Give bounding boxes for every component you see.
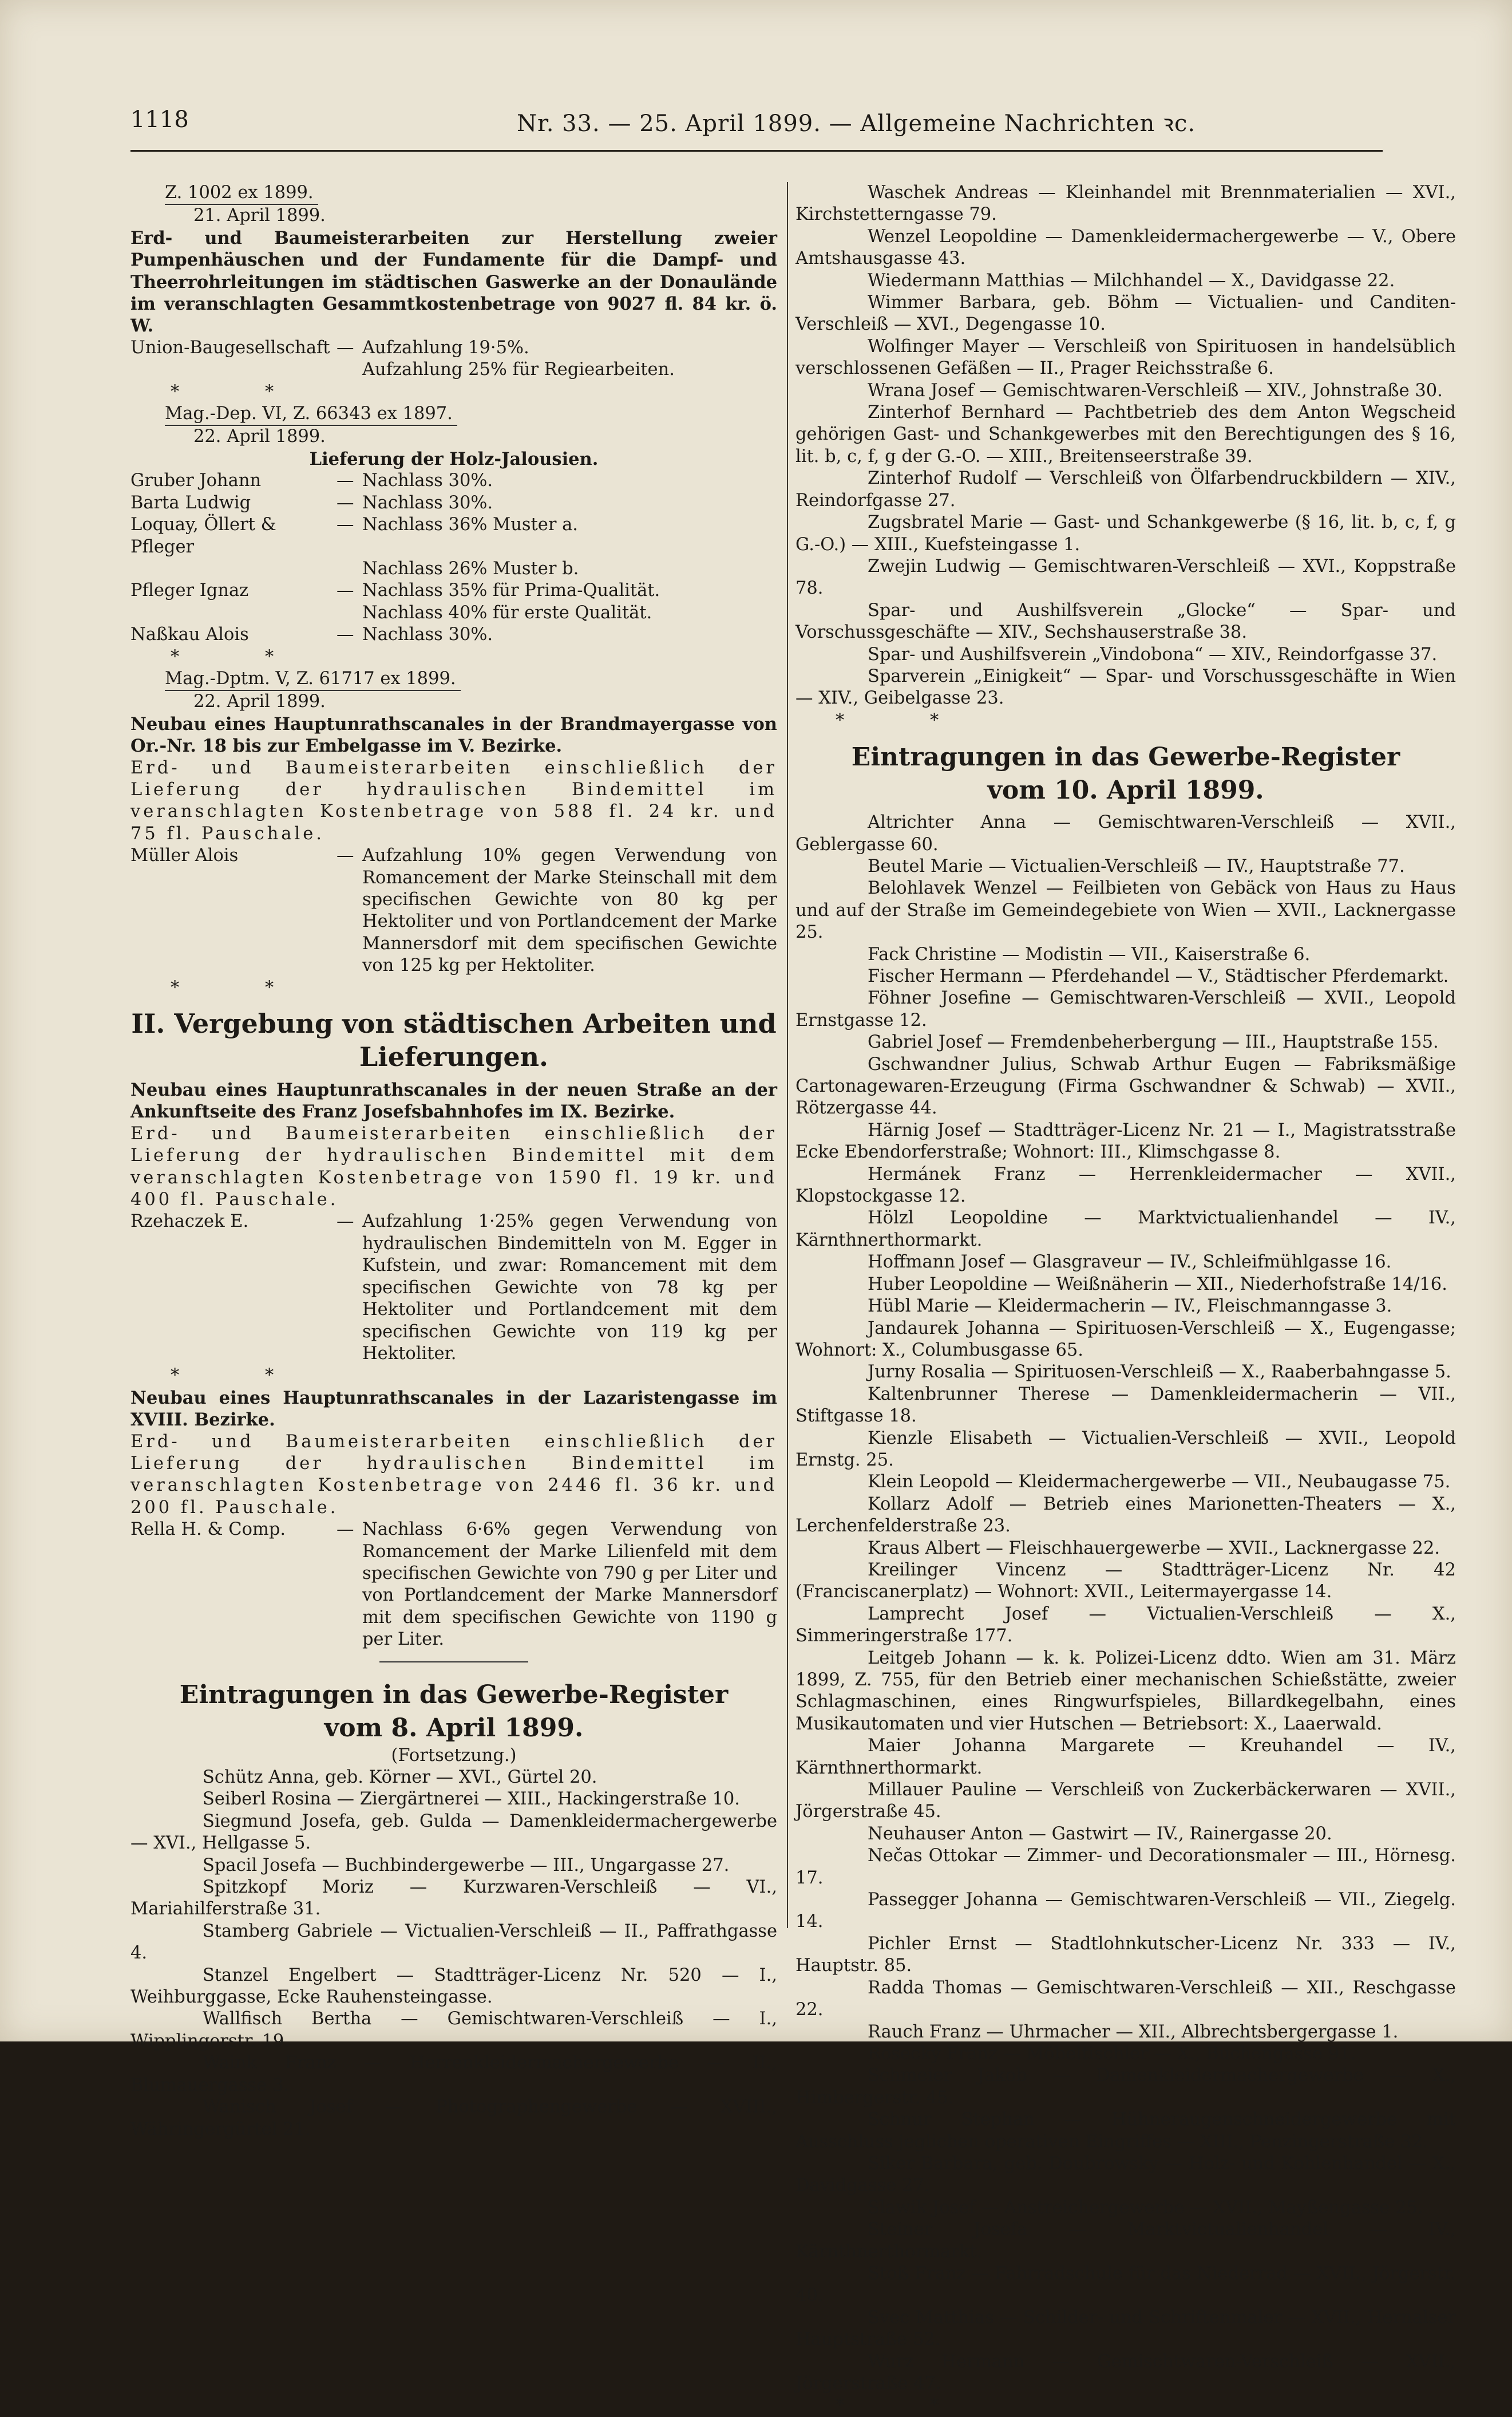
register-entry: Beutel Marie — Victualien-Verschleiß — IV., Hauptstraße 77. <box>868 856 1405 876</box>
column-divider <box>787 182 788 1928</box>
bidder-name: Barta Ludwig <box>130 492 251 513</box>
register-entry: Rosecky Franz — Möbeltischler — X., Buchengasse 91. <box>868 2043 1356 2064</box>
register-entry: Millauer Pauline — Verschleiß von Zuckerbäckerwaren — XVII., Jörgerstraße 45. <box>795 1780 1456 1822</box>
register-entry: Föhner Josefine — Gemischtwaren-Verschleiß — XVII., Leopold Ernstgasse 12. <box>795 988 1456 1030</box>
register-entry: Wurz Hermann — Gemischtwaren-Verschleiß — XVII., Jörgerstraße 47. <box>795 2351 1456 2394</box>
award-scope: Erd- und Baumeisterarbeiten einschließlich der Lieferung der hydraulischen Bindemittel im veranschlagten Kostenbetrage von 2446 fl. 36 kr. und 200 fl. Pauschale. <box>130 1431 777 1518</box>
section-separator: * * <box>836 710 979 730</box>
register-title-line: Eintragungen in das Gewerbe-Register <box>179 1680 729 1709</box>
left-column <box>130 182 777 2140</box>
register-entry: Spar- und Aushilfsverein „Glocke“ — Spar- und Vorschussgeschäfte — XIV., Sechshauserstraße 38. <box>795 600 1456 643</box>
register-entry: Kraus Albert — Fleischhauergewerbe — XVII., Lacknergasse 22. <box>868 1538 1440 1558</box>
tender-reference: Z. 1002 ex 1899. <box>165 182 318 205</box>
tender-scope: Erd- und Baumeisterarbeiten einschließlich der Lieferung der hydraulischen Bindemittel im veranschlagten Kostenbetrage von 588 fl. 24 kr. und 75 fl. Pauschale. <box>130 757 777 844</box>
register-entry: Radda Thomas — Gemischtwaren-Verschleiß — XII., Reschgasse 22. <box>795 1977 1456 2020</box>
register-entry: Siker Barbara, geb. Doubrowsky — Holz- und Kohlenhandel — X., Davidgasse 27. <box>795 2153 1456 2196</box>
register-entry: Stamberg Gabriele — Victualien-Verschleiß — II., Paffrathgasse 4. <box>130 1921 777 1964</box>
section-separator: * * <box>171 1365 314 1386</box>
register-entry: Pichler Ernst — Stadtlohnkutscher-Licenz Nr. 333 — IV., Hauptstr. 85. <box>795 1933 1456 1976</box>
register-entry: Lamprecht Josef — Victualien-Verschleiß — X., Simmeringerstraße 177. <box>795 1604 1456 1646</box>
register-entry: Spitzkopf Moriz — Kurzwaren-Verschleiß — VI., Mariahilferstraße 31. <box>130 1877 777 1920</box>
register-entry: Härnig Josef — Stadtträger-Licenz Nr. 21 — I., Magistratsstraße Ecke Ebendorferstraße; Wohnort: III., Klimschgasse 8. <box>795 1120 1456 1163</box>
dash: — <box>337 337 354 358</box>
section-title-line: Lieferungen. <box>359 1041 549 1073</box>
register-entry: Svec Matthias — Schilder- und Schriftenmaler — XVII., Hernalser Hauptstraße 52. <box>795 2307 1456 2350</box>
register-entry: Wrana Josef — Gemischtwaren-Verschleiß — XIV., Johnstraße 30. <box>868 380 1443 401</box>
bid-row <box>130 845 777 977</box>
register-entry: Wallfisch Bertha — Gemischtwaren-Verschleiß — I., Wipplingerstr. 19. <box>130 2009 777 2051</box>
register-entry: Schmeier Jakob — Damenkleidermachergewerbe — X., Himbergerstr. 45. <box>795 2065 1456 2108</box>
register-title-line: vom 8. April 1899. <box>324 1713 584 1743</box>
section-title-line: II. Vergebung von städtischen Arbeiten und <box>131 1008 777 1040</box>
dash: — <box>337 580 354 601</box>
bid-row <box>130 492 777 514</box>
award-scope: Erd- und Baumeisterarbeiten einschließlich der Lieferung der hydraulischen Bindemittel mit dem veranschlagten Kostenbetrage von 1590 fl. 19 kr. und 400 fl. Pauschale. <box>130 1123 777 1210</box>
contractor-name: Rella H. & Comp. <box>130 1519 286 1540</box>
register-entry: Stoß Franz — Fahrradschule für das Niederrad — XVII., Jörgerstr. 40. <box>795 2263 1456 2306</box>
bidder-name: Müller Alois <box>130 846 239 866</box>
section-separator: * * <box>171 646 314 667</box>
register-entry: Wanisch Josef — Photographengewerbe — XVIII., Währingergürtel 21. <box>130 2097 777 2139</box>
bid-text: Aufzahlung 25% für Regiearbeiten. <box>362 360 675 380</box>
register-entry: Schütz Anna, geb. Körner — XVI., Gürtel 20. <box>203 1767 597 1787</box>
register-entry: Leitgeb Johann — k. k. Polizei-Licenz ddto. Wien am 31. März 1899, Z. 755, für den Betrieb einer mechanischen Schießstätte, zweier Schlagmaschinen, eines Ringwurfspieles, Billardkegelbahn, eines Musikautomaten und vier Hutschen — Betriebsort: X., Laaerwald. <box>795 1648 1456 1734</box>
bidder-name: Naßkau Alois <box>130 625 249 645</box>
register-entry: Wiedermann Matthias — Milchhandel — X., Davidgasse 22. <box>868 270 1395 291</box>
dash: — <box>337 515 354 535</box>
bid-row <box>130 470 777 492</box>
register-entry: Zinterhof Rudolf — Verschleiß von Ölfarbendruckbildern — XIV., Reindorfgasse 27. <box>795 468 1456 511</box>
issue-title: Nr. 33. — 25. April 1899. — Allgemeine Nachrichten ꝛc. <box>517 110 1196 137</box>
register-entry: Wenzel Leopoldine — Damenkleidermachergewerbe — V., Obere Amtshausgasse 43. <box>795 226 1456 269</box>
tender-heading: Neubau eines Hauptunrathscanales in der Brandmayergasse von Or.-Nr. 18 bis zur Embelgasse im V. Bezirke. <box>130 713 777 757</box>
register-entry: Fischer Hermann — Pferdehandel — V., Städtischer Pferdemarkt. <box>868 966 1449 986</box>
tender-date: 22. April 1899. <box>193 426 326 447</box>
bid-row <box>130 359 777 381</box>
bid-row <box>130 1519 777 1650</box>
register-entry: Spar- und Aushilfsverein „Vindobona“ — XIV., Reindorfgasse 37. <box>868 644 1438 665</box>
dash: — <box>337 471 354 491</box>
register-entry: Belohlavek Wenzel — Feilbieten von Gebäck von Haus zu Haus und auf der Straße im Gemeindegebiete von Wien — XVII., Lacknergasse 25. <box>795 878 1456 943</box>
register-entry: Kreilinger Vincenz — Stadtträger-Licenz Nr. 42 (Franciscanerplatz) — Wohnort: XVII., Leitermayergasse 14. <box>795 1559 1456 1602</box>
register-entry: Hübl Marie — Kleidermacherin — IV., Fleischmanngasse 3. <box>868 1296 1392 1317</box>
register-entry: Sparverein „Einigkeit“ — Spar- und Vorschussgeschäfte in Wien — XIV., Geibelgasse 23. <box>795 666 1456 709</box>
dash: — <box>337 625 354 645</box>
bid-row <box>130 558 777 580</box>
register-title <box>795 741 1456 807</box>
bid-row <box>130 624 777 646</box>
register-entry: Spacil Josefa — Buchbindergewerbe — III., Ungargasse 27. <box>203 1855 730 1875</box>
register-entry: Zinterhof Bernhard — Pachtbetrieb des dem Anton Wegscheid gehörigen Gast- und Schankgewerbes mit den Berechtigungen des § 16, lit. b, c, f, g der G.-O. — XIII., Breitenseerstraße 39. <box>795 402 1456 467</box>
header-rule <box>130 150 1383 152</box>
register-entry: Schnur Stephan — Hühneraugenschneidergewerbe mit Ausschluss jeglichen operativen Eingriffes — XIII., Penzingerstraße 32. <box>795 2110 1456 2152</box>
bid-text: Nachlass 35% für Prima-Qualität. <box>362 580 660 601</box>
bid-text: Nachlass 30%. <box>362 625 493 645</box>
register-entry: Slawik Josef — Anstreichergewerbe — XVII., Mayßengasse 25. <box>868 2197 1423 2218</box>
register-title-line: Eintragungen in das Gewerbe-Register <box>851 743 1400 772</box>
award-heading: Neubau eines Hauptunrathscanales in der Lazaristengasse im XVIII. Bezirke. <box>130 1387 777 1431</box>
bid-row <box>130 602 777 624</box>
bidder-name: Union-Baugesellschaft <box>130 337 330 358</box>
register-entry: Jandaurek Johanna — Spirituosen-Verschleiß — X., Eugengasse; Wohnort: X., Columbusgasse 65. <box>795 1318 1456 1360</box>
register-entry: Wolfinger Mayer — Verschleiß von Spirituosen in handelsüblich verschlossenen Gefäßen — II., Prager Reichsstraße 6. <box>795 336 1456 379</box>
register-entry: Steiner Josefa — Marktvictualienhandel — IV., Kärnthnerthormarkt. <box>795 2219 1456 2262</box>
register-entry: Kollarz Adolf — Betrieb eines Marionetten-Theaters — X., Lerchenfelderstraße 23. <box>795 1494 1456 1537</box>
dash: — <box>337 492 354 513</box>
bid-text: Aufzahlung 10% gegen Verwendung von Romancement der Marke Steinschall mit dem specifischen Gewichte von 80 kg per Hektoliter und von Portlandcement der Marke Mannersdorf mit dem specifischen Gewichte von 125 kg per Hektoliter. <box>362 846 777 976</box>
register-entry: Gabriel Josef — Fremdenbeherbergung — III., Hauptstraße 155. <box>868 1032 1439 1053</box>
register-entry: Kaltenbrunner Therese — Damenkleidermacherin — VII., Stiftgasse 18. <box>795 1384 1456 1427</box>
dash: — <box>337 846 354 866</box>
tender-heading: Lieferung der Holz-Jalousien. <box>309 448 599 469</box>
register-entry: Fack Christine — Modistin — VII., Kaiserstraße 6. <box>868 944 1311 965</box>
bidder-name: Loquay, Öllert & Pfleger <box>130 515 276 557</box>
tender-date: 21. April 1899. <box>193 206 326 226</box>
register-title <box>130 1679 777 1745</box>
bid-text: Nachlass 6·6% gegen Verwendung von Romancement der Marke Lilienfeld mit dem specifischen Gewichte von 790 g per Liter und von Portlandcement der Marke Mannersdorf mit dem specifischen Gewichte von 1190 g per Liter. <box>362 1519 777 1650</box>
bidder-name: Pfleger Ignaz <box>130 580 249 601</box>
page-number: 1118 <box>130 106 189 133</box>
register-entry: Waschek Andreas — Kleinhandel mit Brennmaterialien — XVI., Kirchstetterngasse 79. <box>795 183 1456 225</box>
register-entry: Zugsbratel Marie — Gast- und Schankgewerbe (§ 16, lit. b, c, f, g G.-O.) — XIII., Kuefsteingasse 1. <box>795 512 1456 555</box>
section-separator: * * <box>171 977 314 998</box>
register-entry: Hölzl Leopoldine — Marktvictualienhandel — IV., Kärnthnerthormarkt. <box>795 1208 1456 1250</box>
register-entry: Maier Johanna Margarete — Kreuhandel — IV., Kärnthnerthormarkt. <box>795 1736 1456 1778</box>
register-entry: Kienzle Elisabeth — Victualien-Verschleiß — XVII., Leopold Ernstg. 25. <box>795 1428 1456 1470</box>
register-entry: Nečas Ottokar — Zimmer- und Decorationsmaler — III., Hörnesg. 17. <box>795 1846 1456 1888</box>
register-entry: Neuhauser Anton — Gastwirt — IV., Rainergasse 20. <box>868 1823 1332 1844</box>
continuation-note: (Fortsetzung.) <box>391 1745 517 1766</box>
section-separator: * * <box>836 2395 979 2416</box>
register-title-line: vom 10. April 1899. <box>987 776 1264 805</box>
register-entry: Waink Franz — Herrenkleidermachergewerbe — II., Blumauergasse 3. <box>130 2053 777 2095</box>
page-header <box>130 106 1383 139</box>
bid-text: Aufzahlung 1·25% gegen Verwendung von hydraulischen Bindemitteln von M. Egger in Kufstein, und zwar: Romancement mit dem specifischen Gewichte von 78 kg per Hektoliter und Portlandcement mit dem specifischen Gewichte von 119 kg per Hektoliter. <box>362 1211 777 1364</box>
section-separator: * * <box>171 381 314 402</box>
tender-reference: Mag.-Dep. VI, Z. 66343 ex 1897. <box>165 403 457 426</box>
register-entry: Jurny Rosalia — Spirituosen-Verschleiß — X., Raaberbahngasse 5. <box>868 1362 1451 1383</box>
dash: — <box>337 1519 354 1540</box>
register-entry: Altrichter Anna — Gemischtwaren-Verschleiß — XVII., Geblergasse 60. <box>795 812 1456 855</box>
tender-reference: Mag.-Dptm. V, Z. 61717 ex 1899. <box>165 668 461 691</box>
register-entry: Passegger Johanna — Gemischtwaren-Verschleiß — VII., Ziegelg. 14. <box>795 1890 1456 1932</box>
bid-text: Nachlass 40% für erste Qualität. <box>362 602 652 623</box>
right-column <box>795 182 1456 2417</box>
register-entry: Hermánek Franz — Herrenkleidermacher — XVII., Klopstockgasse 12. <box>795 1164 1456 1207</box>
bid-row <box>130 580 777 602</box>
section-title <box>130 1007 777 1073</box>
register-entry: Seiberl Rosina — Ziergärtnerei — XIII., Hackingerstraße 10. <box>203 1789 740 1810</box>
bid-text: Aufzahlung 19·5%. <box>362 337 529 358</box>
bid-text: Nachlass 30%. <box>362 471 493 491</box>
bid-text: Nachlass 36% Muster a. <box>362 515 579 535</box>
bid-text: Nachlass 26% Muster b. <box>362 558 579 579</box>
tender-heading: Erd- und Baumeisterarbeiten zur Herstellung zweier Pumpenhäuschen und der Fundamente für die Dampf- und Theerrohrleitungen im städtischen Gaswerke an der Donaulände im veranschlagten Gesammtkostenbetrage von 9027 fl. 84 kr. ö. W. <box>130 227 777 337</box>
bid-row <box>130 337 777 359</box>
register-entry: Siegmund Josefa, geb. Gulda — Damenkleidermachergewerbe — XVI., Hellgasse 5. <box>130 1811 777 1854</box>
dash: — <box>337 1211 354 1232</box>
tender-date: 22. April 1899. <box>193 692 326 712</box>
bid-text: Nachlass 30%. <box>362 492 493 513</box>
register-entry: Rauch Franz — Uhrmacher — XII., Albrechtsbergergasse 1. <box>868 2021 1399 2042</box>
register-entry: Klein Leopold — Kleidermachergewerbe — VII., Neubaugasse 75. <box>868 1472 1451 1492</box>
register-entry: Zwejin Ludwig — Gemischtwaren-Verschleiß — XVI., Koppstraße 78. <box>795 556 1456 599</box>
bid-row <box>130 1211 777 1365</box>
register-entry: Hoffmann Josef — Glasgraveur — IV., Schleifmühlgasse 16. <box>868 1252 1392 1273</box>
divider-rule <box>379 1661 528 1662</box>
bid-row <box>130 514 777 558</box>
register-entry: Gschwandner Julius, Schwab Arthur Eugen — Fabriksmäßige Cartonagewaren-Erzeugung (Firma Gschwandner & Schwab) — XVII., Rötzergasse 44. <box>795 1054 1456 1119</box>
register-entry: Huber Leopoldine — Weißnäherin — XII., Niederhofstraße 14/16. <box>868 1274 1447 1294</box>
contractor-name: Rzehaczek E. <box>130 1211 249 1232</box>
bidder-name: Gruber Johann <box>130 471 262 491</box>
register-entry: Stanzel Engelbert — Stadtträger-Licenz Nr. 520 — I., Weihburggasse, Ecke Rauhensteingasse. <box>130 1965 777 2008</box>
register-entry: Wimmer Barbara, geb. Böhm — Victualien- und Canditen-Verschleiß — XVI., Degengasse 10. <box>795 293 1456 335</box>
award-heading: Neubau eines Hauptunrathscanales in der neuen Straße an der Ankunftseite des Franz Josefsbahnhofes im IX. Bezirke. <box>130 1080 777 1123</box>
